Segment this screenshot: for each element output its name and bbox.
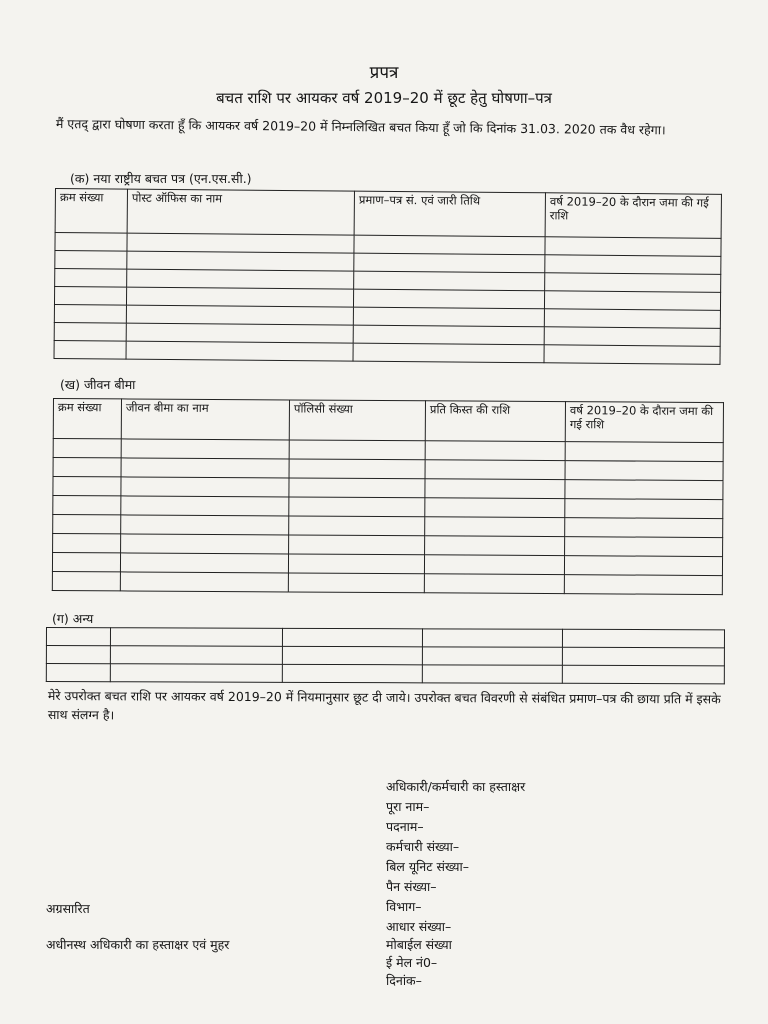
table-row — [52, 571, 722, 594]
table-cell[interactable] — [288, 573, 424, 593]
table-cell[interactable] — [282, 628, 422, 646]
table-cell[interactable] — [422, 647, 562, 665]
col-serial-header: क्रम संख्या — [53, 399, 121, 439]
table-header-row — [55, 189, 721, 239]
col-amount-header: वर्ष 2019–20 के दौरान जमा की गई राशि — [545, 193, 721, 239]
table-cell[interactable] — [126, 323, 353, 343]
col-installment-header: प्रति किस्त की राशि — [425, 401, 565, 442]
col-amount-header: वर्ष 2019–20 के दौरान जमा की गई राशि — [565, 402, 723, 443]
table-cell[interactable] — [354, 271, 545, 291]
closing-text: मेरे उपरोक्त बचत राशि पर आयकर वर्ष 2019–20 में नियमानुसार छूट दी जाये। उपरोक्त बचत विवरणी से संबंधित प्रमाण–पत्र की छाया प्रति में इसके साथ संलग्न है। — [47, 688, 721, 723]
table-cell[interactable] — [565, 442, 723, 462]
field-employee-number: कर्मचारी संख्या– — [386, 839, 460, 854]
table-cell[interactable] — [422, 665, 562, 683]
table-cell[interactable] — [55, 233, 127, 252]
table-cell[interactable] — [46, 646, 110, 664]
section-b-heading: (ख) जीवन बीमा — [60, 377, 136, 392]
table-cell[interactable] — [565, 480, 723, 500]
table-cell[interactable] — [127, 269, 354, 289]
table-cell[interactable] — [562, 665, 724, 684]
table-cell[interactable] — [53, 439, 121, 458]
table-cell[interactable] — [52, 571, 120, 590]
form-subtitle: बचत राशि पर आयकर वर्ष 2019–20 में छूट हेतु घोषणा–पत्र — [216, 89, 552, 107]
table-cell[interactable] — [54, 340, 126, 359]
table-cell[interactable] — [425, 460, 565, 480]
table-cell[interactable] — [289, 478, 425, 498]
field-full-name: पूरा नाम– — [386, 799, 430, 814]
declaration-text: मैं एतद् द्वारा घोषणा करता हूँ कि आयकर वर्ष 2019–20 में निम्नलिखित बचत किया हूँ जो कि दिनांक 31.03. 2020 तक वैध रहेगा। — [55, 115, 666, 138]
table-cell[interactable] — [53, 477, 121, 496]
nsc-table — [54, 188, 722, 365]
table-cell[interactable] — [121, 515, 289, 535]
table-cell[interactable] — [52, 553, 120, 572]
section-a-heading: (क) नया राष्ट्रीय बचत पत्र (एन.एस.सी.) — [70, 171, 252, 186]
table-row — [46, 628, 724, 648]
table-cell[interactable] — [54, 322, 126, 341]
table-cell[interactable] — [282, 664, 422, 682]
table-cell[interactable] — [289, 516, 425, 536]
col-certificate-header: प्रमाण–पत्र सं. एवं जारी तिथि — [354, 191, 545, 237]
table-cell[interactable] — [121, 534, 289, 554]
table-cell[interactable] — [565, 499, 723, 519]
field-date: दिनांक– — [386, 973, 422, 988]
table-cell[interactable] — [544, 291, 720, 311]
table-cell[interactable] — [353, 325, 544, 345]
table-row — [46, 664, 724, 684]
signature-heading: अधिकारी/कर्मचारी का हस्ताक्षर — [386, 779, 526, 794]
table-cell[interactable] — [562, 647, 724, 666]
table-cell[interactable] — [53, 458, 121, 477]
table-cell[interactable] — [425, 536, 565, 556]
table-cell[interactable] — [127, 233, 354, 253]
field-email: ई मेल नं0– — [386, 955, 438, 970]
table-cell[interactable] — [289, 535, 425, 555]
forwarded-label: अग्रसारित — [46, 901, 90, 916]
table-cell[interactable] — [353, 307, 544, 327]
table-cell[interactable] — [120, 572, 288, 592]
table-cell[interactable] — [46, 664, 110, 682]
table-cell[interactable] — [354, 253, 545, 273]
table-cell[interactable] — [425, 498, 565, 518]
field-department: विभाग– — [386, 899, 422, 914]
table-cell[interactable] — [121, 439, 289, 459]
table-cell[interactable] — [55, 251, 127, 270]
field-designation: पदनाम– — [386, 819, 424, 834]
table-cell[interactable] — [545, 273, 721, 293]
table-cell[interactable] — [46, 628, 110, 646]
table-cell[interactable] — [53, 496, 121, 515]
table-cell[interactable] — [545, 237, 721, 257]
field-pan-number: पैन संख्या– — [386, 879, 437, 894]
table-cell[interactable] — [53, 515, 121, 534]
table-cell[interactable] — [425, 441, 565, 461]
table-cell[interactable] — [564, 556, 722, 576]
col-insurance-name-header: जीवन बीमा का नाम — [121, 399, 289, 440]
table-cell[interactable] — [564, 575, 722, 595]
col-serial-header: क्रम संख्या — [55, 189, 127, 234]
table-cell[interactable] — [54, 304, 126, 323]
subordinate-signature-label: अधीनस्थ अधिकारी का हस्ताक्षर एवं मुहर — [46, 937, 230, 952]
table-cell[interactable] — [289, 440, 425, 460]
table-cell[interactable] — [288, 554, 424, 574]
col-policy-number-header: पॉलिसी संख्या — [289, 400, 425, 441]
table-cell[interactable] — [354, 235, 545, 255]
form-title: प्रपत्र — [369, 63, 399, 83]
table-cell[interactable] — [110, 664, 282, 683]
table-cell[interactable] — [53, 534, 121, 553]
table-cell[interactable] — [565, 518, 723, 538]
table-cell[interactable] — [424, 574, 564, 594]
field-aadhaar-number: आधार संख्या– — [386, 919, 452, 934]
table-cell[interactable] — [565, 461, 723, 481]
col-post-office-header: पोस्ट ऑफिस का नाम — [127, 189, 354, 235]
table-cell[interactable] — [289, 459, 425, 479]
table-cell[interactable] — [110, 628, 282, 647]
table-cell[interactable] — [126, 305, 353, 325]
table-cell[interactable] — [353, 289, 544, 309]
table-cell[interactable] — [544, 345, 720, 365]
table-cell[interactable] — [120, 553, 288, 573]
table-cell[interactable] — [126, 287, 353, 307]
table-cell[interactable] — [424, 555, 564, 575]
table-cell[interactable] — [544, 309, 720, 329]
table-cell[interactable] — [562, 629, 724, 648]
table-cell[interactable] — [121, 477, 289, 497]
table-cell[interactable] — [289, 497, 425, 517]
section-c-heading: (ग) अन्य — [52, 611, 94, 626]
table-cell[interactable] — [127, 251, 354, 271]
table-cell[interactable] — [544, 327, 720, 347]
table-cell[interactable] — [121, 458, 289, 478]
table-row — [46, 646, 724, 666]
table-cell[interactable] — [126, 341, 353, 361]
table-cell[interactable] — [425, 517, 565, 537]
field-bill-unit-number: बिल यूनिट संख्या– — [386, 859, 470, 874]
other-savings-table — [46, 627, 725, 684]
table-cell[interactable] — [353, 343, 544, 363]
table-cell[interactable] — [425, 479, 565, 499]
table-cell[interactable] — [110, 646, 282, 665]
table-cell[interactable] — [422, 629, 562, 647]
table-header-row — [53, 399, 723, 443]
table-cell[interactable] — [565, 537, 723, 557]
table-cell[interactable] — [545, 255, 721, 275]
table-cell[interactable] — [55, 269, 127, 288]
life-insurance-table — [52, 398, 724, 595]
table-cell[interactable] — [54, 287, 126, 306]
field-mobile-number: मोबाईल संख्या — [386, 937, 452, 952]
table-cell[interactable] — [282, 646, 422, 664]
table-cell[interactable] — [121, 496, 289, 516]
